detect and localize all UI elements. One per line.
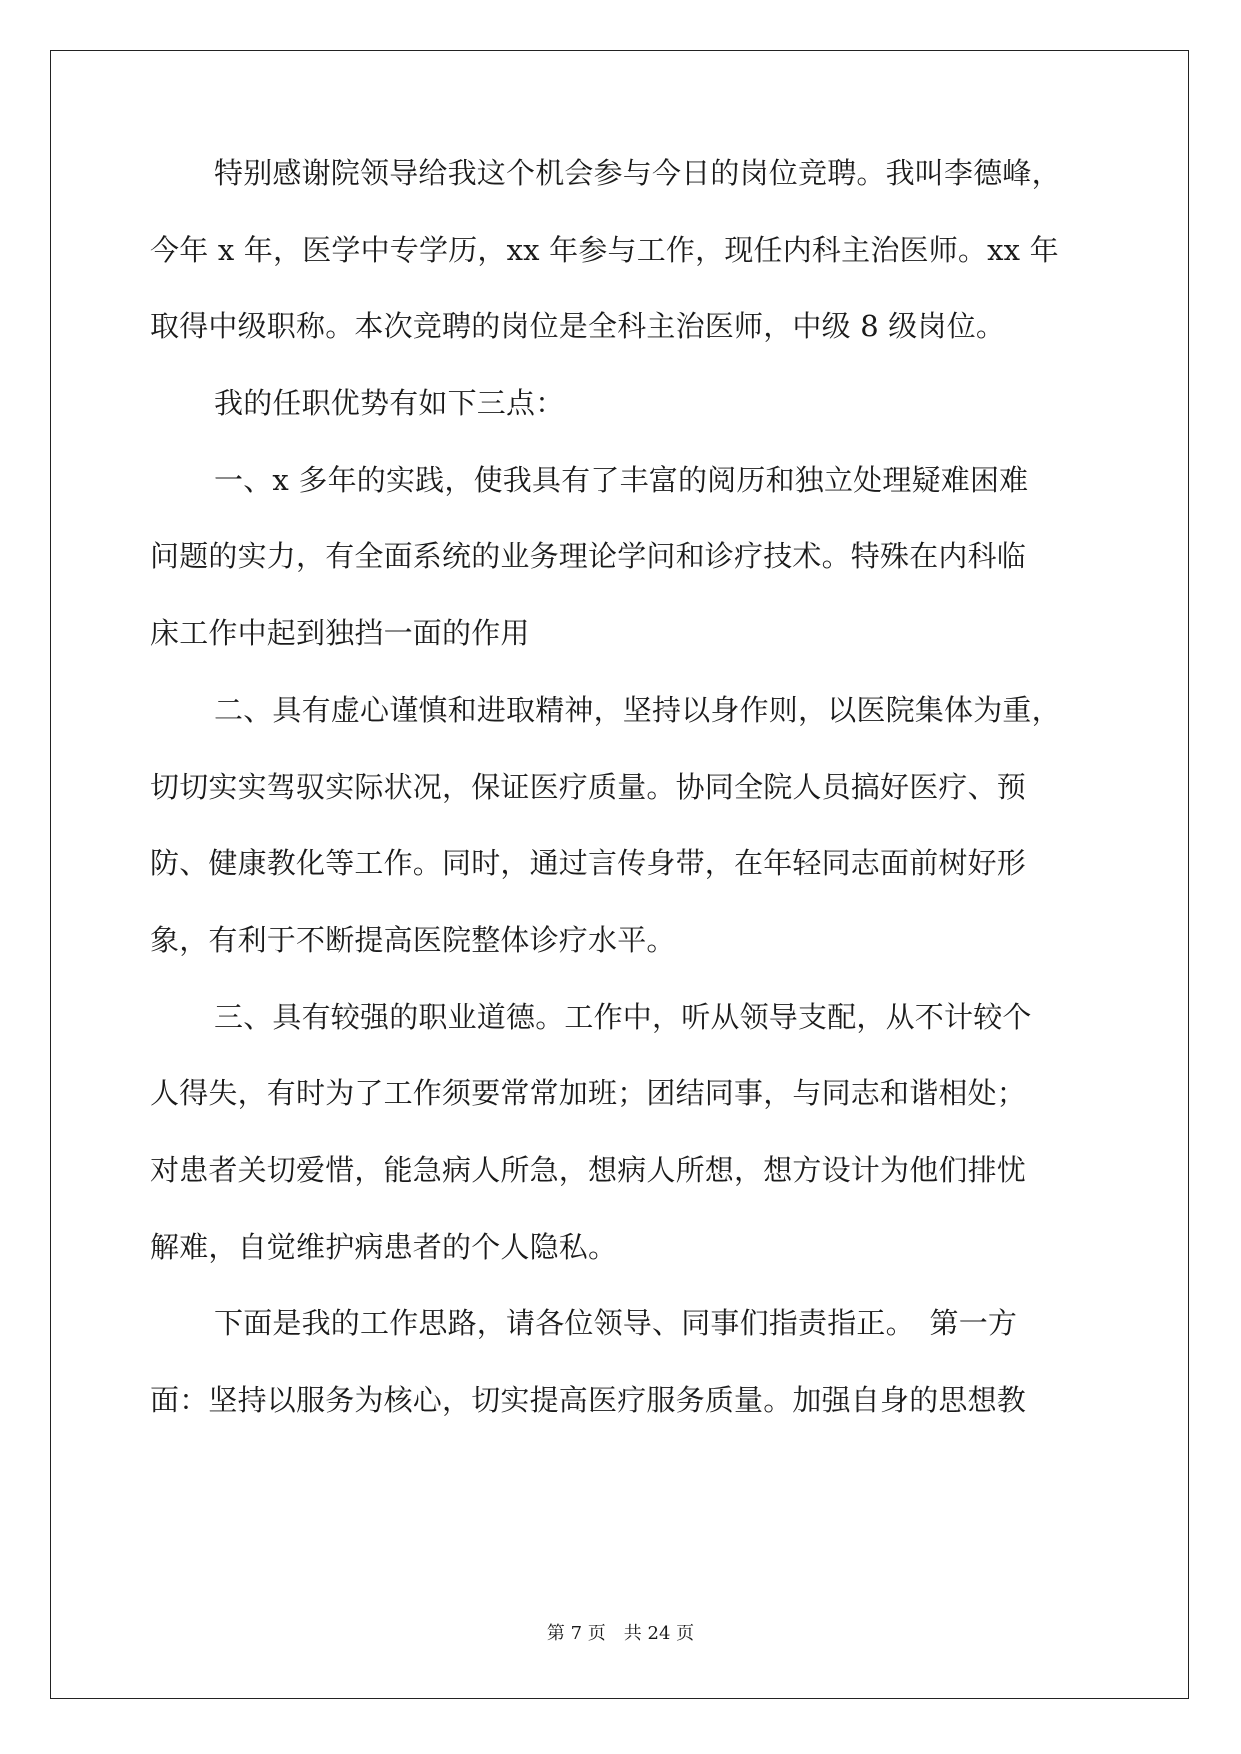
paragraph-line: 我的任职优势有如下三点：	[214, 386, 565, 421]
page-footer	[0, 1623, 1241, 1645]
paragraph-line: 特别感谢院领导给我这个机会参与今日的岗位竞聘。我叫李德峰，	[214, 156, 1061, 190]
page-number: 第 7 页	[546, 1623, 606, 1644]
paragraph-line: 面：坚持以服务为核心，切实提高医疗服务质量。加强自身的思想教	[150, 1383, 1027, 1417]
paragraph-line: 问题的实力，有全面系统的业务理论学问和诊疗技术。特殊在内科临	[150, 539, 1027, 574]
paragraph-line: 下面是我的工作思路，请各位领导、同事们指责指正。 第一方	[214, 1306, 1018, 1341]
paragraph-line: 三、具有较强的职业道德。工作中，听从领导支配，从不计较个	[214, 999, 1032, 1034]
paragraph-line: 防、健康教化等工作。同时，通过言传身带，在年轻同志面前树好形	[150, 846, 1027, 881]
paragraph-line: 床工作中起到独挡一面的作用	[150, 616, 530, 651]
paragraph-line: 一、x 多年的实践，使我具有了丰富的阅历和独立处理疑难困难	[214, 462, 1029, 497]
paragraph-line: 切切实实驾驭实际状况，保证医疗质量。协同全院人员搞好医疗、预	[150, 769, 1027, 804]
paragraph-line: 对患者关切爱惜，能急病人所急，想病人所想，想方设计为他们排忧	[150, 1152, 1027, 1187]
page-total: 共 24 页	[623, 1623, 695, 1644]
paragraph-line: 人得失，有时为了工作须要常常加班；团结同事，与同志和谐相处；	[150, 1076, 1027, 1111]
document-body	[150, 158, 1092, 1462]
paragraph-line: 二、具有虚心谨慎和进取精神，坚持以身作则，以医院集体为重，	[214, 692, 1061, 727]
paragraph-line: 象，有利于不断提高医院整体诊疗水平。	[150, 922, 676, 957]
paragraph-line: 取得中级职称。本次竞聘的岗位是全科主治医师，中级 8 级岗位。	[150, 309, 1006, 344]
paragraph-line: 解难，自觉维护病患者的个人隐私。	[150, 1229, 618, 1264]
paragraph-line: 今年 x 年，医学中专学历，xx 年参与工作，现任内科主治医师。xx 年	[150, 232, 1059, 267]
